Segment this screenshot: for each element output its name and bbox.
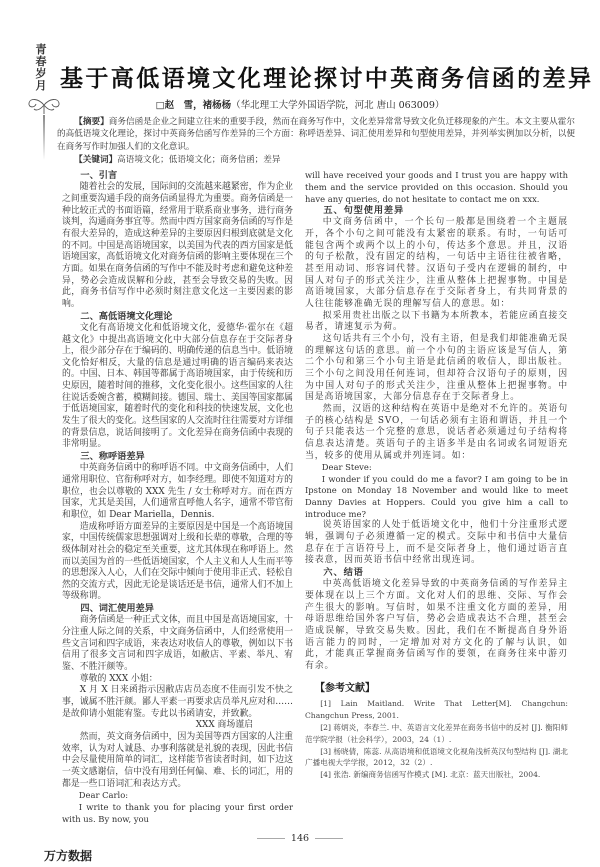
page-number-text: 146: [290, 833, 310, 845]
right-column: [305, 170, 568, 825]
letter-salutation: 尊敬的 XXX 小姐：: [79, 673, 158, 684]
page-title: 基于高低语境文化理论探讨中英商务信函的差异: [60, 66, 594, 92]
abstract: [57, 116, 575, 153]
left-column: [62, 170, 293, 825]
example-sentence: 拟采用贵社出版之以下书籍为本所教本，若能应函直接交易者，请速复示为荷。: [305, 310, 568, 333]
columns: [57, 170, 575, 825]
author-affiliation: （华北理工大学外国语学院，河北 唐山 063009）: [231, 100, 445, 111]
section-heading: 三、称呼语差异: [80, 451, 145, 463]
page-ornament-left: [257, 838, 285, 839]
ornament-line: [43, 115, 45, 160]
english-salutation: Dear Carlo:: [78, 790, 129, 801]
letter-signature: XXX 商场谨启: [195, 720, 253, 731]
section-heading: 五、句型使用差异: [323, 205, 405, 217]
keywords-label: 【关键词】: [74, 155, 118, 166]
reference-item: [4] 张浩. 新编商务信函写作模式 [M]. 北京：蓝天出版社，2004.: [320, 770, 541, 780]
column-label: 青春岁月: [35, 43, 47, 92]
paragraph: 这句话共有三个小句，没有主语，但是我们却能准确无误的理解这句话的意思。前一个小句的主语应该是写信人，第二个小句和第三个小句主语是此信函的收信人，即出版社。三个小句之间没用任何连词，但却符合汉语句子的原则，因为中国人对句子的形式关注少，注重从整体上把握事物。中国是高语境国家，大部分信息存在于交际者身上。: [305, 333, 568, 403]
paragraph: 造成称呼语方面差异的主要原因是中国是一个高语境国家，中国传统儒家思想强调对上级和长辈的尊敬，合理的等级体制对社会的稳定至关重要，这尤其体现在称呼语上。然而以美国为首的一些低语境国家，个人主义和人人生而平等的思想深入人心，人们在交际中倾向于使用非正式、轻松自然的交流方式，因此无论是谈话还是书信，通常人们不加上等级称谓。: [62, 521, 293, 602]
section-heading: 一、引言: [80, 170, 118, 182]
section-heading: 六、结语: [323, 567, 364, 579]
paragraph: 说英语国家的人处于低语境文化中，他们十分注重形式逻辑，强调句子必须遵循一定的模式。交际中和书信中大量信息存在于言语符号上，而不是交际者身上，他们通过语言直接表意，因而英语书信中经常出现连词。: [305, 520, 568, 566]
paragraph: 然而，汉语的这种结构在英语中是绝对不允许的。英语句子的核心结构是 SVO，一句话必须有主语和谓语，并且一个句子只能表达一个完整的意思，说话者必须通过句子结构将信息表达清楚。英语句子的主语多半是由名词或名词短语充当，较多的使用从属或并列连词。如：: [305, 403, 568, 461]
english-letter-body: I wonder if you could do me a favor? I am going to be in Ipstone on Monday 18 November and would like to meet Danny Davies at Hoppers. Could you give him a call to introduce me?: [305, 473, 568, 519]
page-number: [250, 833, 350, 844]
reference-item: [3] 杨晓倩，陈蕊. 从高语境和低语境文化视角浅析英汉句型结构 [J]. 湖北广播电视大学学报，2012，32（2）.: [305, 746, 568, 768]
paragraph: 中英商务信函中的称呼语不同。中文商务信函中，人们通常用职位、官衔称呼对方，如李经理。即使不知道对方的职位，也会以尊敬的 XXX 先生 / 女士称呼对方。而在西方国家，尤其是美国，人们通常直呼他人名字，通常不带官衔和职位，如 Dear Mariella，Dennis.: [62, 463, 293, 520]
paragraph: 文化有高语境文化和低语境文化，爱德华·霍尔在《超越文化》中提出高语境文化中大部分信息存在于交际者身上，很少部分存在于编码的、明确传递的信息当中。低语境文化恰好相反，大量的信息是通过明确的语言编码来表达的。中国、日本、韩国等都属于高语境国家，由于传统和历史原因，随着时间的推移，文化变化很小。这些国家的人往往说话委婉含蓄，模糊间接。德国、瑞士、美国等国家都属于低语境国家，随着时代的变化和科技的快速发展，文化也发生了很大的变化。这些国家的人交流时往往需要对方详细的背景信息，说话间接明了。文化差异在商务信函中表现的非常明显。: [62, 322, 293, 450]
section-heading: 二、高低语境文化理论: [80, 310, 173, 322]
keywords: [57, 154, 575, 166]
paragraph: 随着社会的发展，国际间的交流越来越紧密，作为企业之间重要沟通手段的商务信函显得尤为重要。商务信函是一种比较正式的书面语篇，经常用于联系商业事务，进行商务谈判，沟通商务事宜等。然而中西方国家商务信函的写作是有很大差异的，造成这种差异的主要原因归根到底就是文化的不同。中国是高语境国家，以美国为代表的西方国家是低语境国家，高低语境文化对商务信函的影响主要体现在三个方面。如果在商务信函的写作中不能及时考虑和避免这种差异，势必会造成误解和分歧，甚至会导致交易的失败。因此，商务书信写作中必须时刻注意文化这一主要因素的影响。: [62, 182, 293, 309]
abstract-label: 【摘要】: [74, 117, 109, 127]
section-heading: 四、词汇使用差异: [80, 603, 154, 615]
paragraph: 商务信函是一种正式文体，而且中国是高语境国家，十分注重人际之间的关系，中文商务信函中，人们经常使用一些文言词和四字成语，来表达对收信人的尊敬，例如以下书信用了很多文言词和四字成语，如敝店、平素、举凡、宥鉴、不胜汗颜等。: [62, 615, 293, 672]
author-marker: □: [155, 100, 165, 111]
page-footer: [44, 833, 575, 867]
author-line: [0, 97, 600, 111]
english-letter-body: will have received your goods and I trust you are happy with them and the service provided on this occasion. Should you have any queries, do not hesitate to contact me on xxx.: [305, 170, 568, 204]
letter-body: X 月 X 日来函指示因敝店店员态度不佳而引发不快之事，诚属不胜汗颜。鄙人平素一再要求店员举凡应对和……是故仰请小姐能宥鉴。专此以书函请安，并致歉。: [62, 685, 293, 719]
right-column-text: [305, 170, 568, 672]
references-heading: 【参考文献】: [315, 682, 375, 694]
paragraph: 然而，英文商务信函中，因为美国等西方国家的人注重效率，认为对人诚恳、办事利落就是礼貌的表现，因此书信中会尽量使用简单的词汇，这样能节省读者时间，如下边这一英文感谢信，信中没有用到任何偏、难、长的词汇，用的都是一些口语词汇和表达方式。: [62, 731, 293, 789]
paragraph: 中英高低语境文化差异导致的中英商务信函的写作差异主要体现在以上三个方面。文化对人们的思维、交际、写作会产生很大的影响。写信时，如果不注重文化方面的差异，用母语思维给国外客户写信，势必会造成表达不合理，甚至会造成误解，导致交易失败。因此，我们在不断提高自身外语语言能力的同时，一定增加对对方文化的了解与认识，如此，才能真正掌握商务信函写作的要领，在商务往来中游刃有余。: [305, 579, 568, 671]
paragraph: 中文商务信函中，一个长句一般都是围绕着一个主题展开，各个小句之间可能没有太紧密的联系。有时，一句话可能包含两个或两个以上的小句，传达多个意思。并且，汉语的句子松散，没有固定的结构，一句话中主语往往被省略，甚至用动词、形容词代替。汉语句子受内在逻辑的制约，中国人对句子的形式关注少，注重从整体上把握事物。中国是高语境国家，大部分信息存在于交际者身上，有共同背景的人往往能够准确无误的理解写信人的意思。如：: [305, 217, 568, 309]
english-letter-body: I write to thank you for placing your first order with us. By now, you: [62, 801, 293, 824]
watermark: 万方数据: [44, 849, 93, 864]
article-body: [44, 116, 575, 867]
author-names: 赵 雪，褚杨杨: [164, 100, 232, 111]
references: [305, 683, 568, 781]
page-ornament-right: [315, 838, 343, 839]
keywords-text: 高语境文化；低语境文化；商务信函；差异: [117, 155, 281, 166]
reference-item: [2] 蒋炳炎，李春兰. 中、英语言文化差异在商务书信中的反衬 [J]. 衡阳师范学院学报（社会科学），2003，24（1）.: [305, 722, 568, 744]
abstract-text: 商务信函是企业之间建立往来的重要手段，然而在商务写作中，文化差异常常导致文化负迁移现象的产生。本文主要从霍尔的高低语境文化理论，探讨中英商务信函写作差异的三个方面：称呼语差异、词汇使用差异和句型使用差异，并列举实例加以分析，以便在商务写作时加强人们的文化意识。: [57, 117, 575, 152]
reference-item: [1] Lain Maitland. Write That Letter[M]. Changchun: Changchun Press, 2001.: [305, 699, 568, 721]
english-salutation: Dear Steve:: [321, 462, 372, 473]
